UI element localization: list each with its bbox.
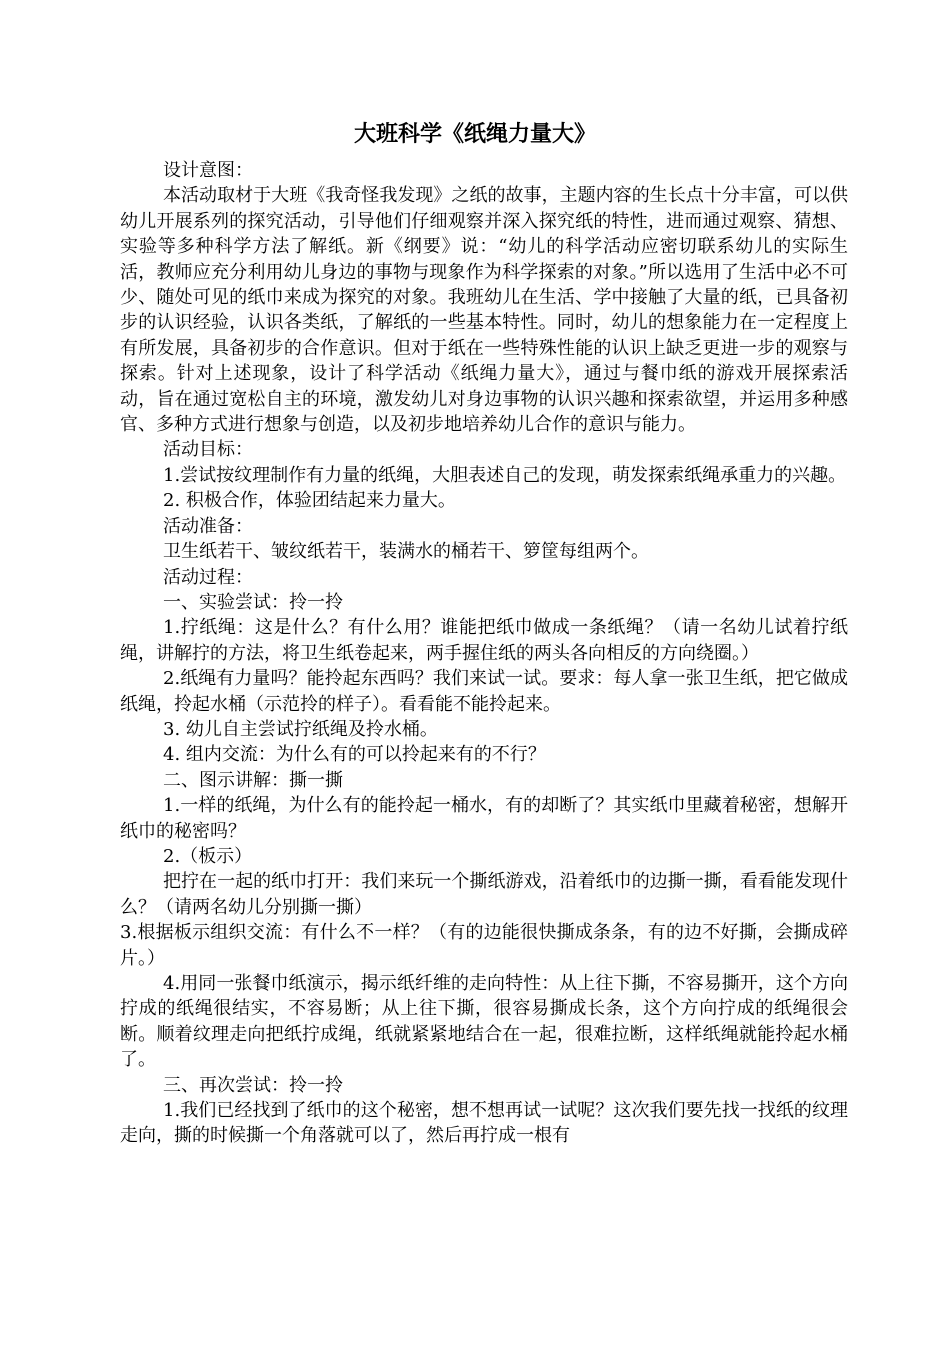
document-title: 大班科学《纸绳力量大》 — [353, 122, 596, 147]
paragraph: 3. 幼儿自主尝试拧纸绳及拎水桶。 — [163, 718, 438, 740]
paragraph: 4.用同一张餐巾纸演示，揭示纸纤维的走向特性：从上往下撕，不容易撕开，这个方向拧成的纸绳很结实，不容易断；从上往下撕，很容易撕成长条，这个方向拧成的纸绳很会断。顺着纹理走向把纸拧成绳，纸就紧紧地结合在一起，很难拉断，这样纸绳就能拎起水桶了。 — [120, 973, 848, 1071]
paragraph: 2.（板示） — [163, 845, 253, 867]
paragraph: 本活动取材于大班《我奇怪我发现》之纸的故事，主题内容的生长点十分丰富，可以供幼儿开展系列的探究活动，引导他们仔细观察并深入探究纸的特性，进而通过观察、猜想、实验等多种科学方法了解纸。新《纲要》说：“幼儿的科学活动应密切联系幼儿的实际生活，教师应充分利用幼儿身边的事物与现象作为科学探索的对象。”所以选用了生活中必不可少、随处可见的纸巾来成为探究的对象。我班幼儿在生活、学中接触了大量的纸，已具备初步的认识经验，认识各类纸，了解纸的一些基本特性。同时，幼儿的想象能力在一定程度上有所发展，具备初步的合作意识。但对于纸在一些特殊性能的认识上缺乏更进一步的观察与探索。针对上述现象，设计了科学活动《纸绳力量大》，通过与餐巾纸的游戏开展探索活动，旨在通过宽松自主的环境，激发幼儿对身边事物的认识兴趣和探索欲望，并运用多种感官、多种方式进行想象与创造，以及初步地培养幼儿合作的意识与能力。 — [120, 185, 848, 436]
paragraph: 1.尝试按纹理制作有力量的纸绳，大胆表述自己的发现，萌发探索纸绳承重力的兴趣。 — [163, 464, 847, 486]
paragraph: 活动过程： — [163, 566, 253, 588]
paragraph: 三、再次尝试：拎一拎 — [163, 1074, 343, 1096]
paragraph: 2. 积极合作，体验团结起来力量大。 — [163, 490, 456, 512]
paragraph: 把拧在一起的纸巾打开：我们来玩一个撕纸游戏，沿着纸巾的边撕一撕，看看能发现什么？（请两名幼儿分别撕一撕） — [120, 871, 848, 918]
paragraph: 二、图示讲解：撕一撕 — [163, 769, 343, 791]
paragraph: 设计意图： — [163, 160, 253, 181]
paragraph: 1.我们已经找到了纸巾的这个秘密，想不想再试一试呢？这次我们要先找一找纸的纹理走向，撕的时候撕一个角落就可以了，然后再拧成一根有 — [120, 1100, 848, 1147]
paragraph: 一、实验尝试：拎一拎 — [163, 591, 343, 613]
paragraph: 1.拧纸绳：这是什么？有什么用？谁能把纸巾做成一条纸绳？（请一名幼儿试着拧纸绳，讲解拧的方法，将卫生纸卷起来，两手握住纸的两头各向相反的方向绕圈。） — [120, 617, 848, 664]
paragraph: 4. 组内交流：为什么有的可以拎起来有的不行？ — [163, 744, 546, 766]
paragraph: 3.根据板示组织交流：有什么不一样？（有的边能很快撕成条条，有的边不好撕，会撕成碎片。） — [120, 922, 848, 969]
paragraph: 活动准备： — [163, 515, 253, 537]
paragraph: 2.纸绳有力量吗？能拎起东西吗？我们来试一试。要求：每人拿一张卫生纸，把它做成纸绳，拎起水桶（示范拎的样子）。看看能不能拎起来。 — [120, 668, 848, 715]
document-body — [120, 158, 848, 1149]
paragraph: 1.一样的纸绳，为什么有的能拎起一桶水，有的却断了？其实纸巾里藏着秘密，想解开纸巾的秘密吗？ — [120, 795, 848, 842]
paragraph: 卫生纸若干、皱纹纸若干，装满水的桶若干、箩筐每组两个。 — [163, 541, 649, 563]
paragraph: 活动目标： — [163, 439, 253, 461]
